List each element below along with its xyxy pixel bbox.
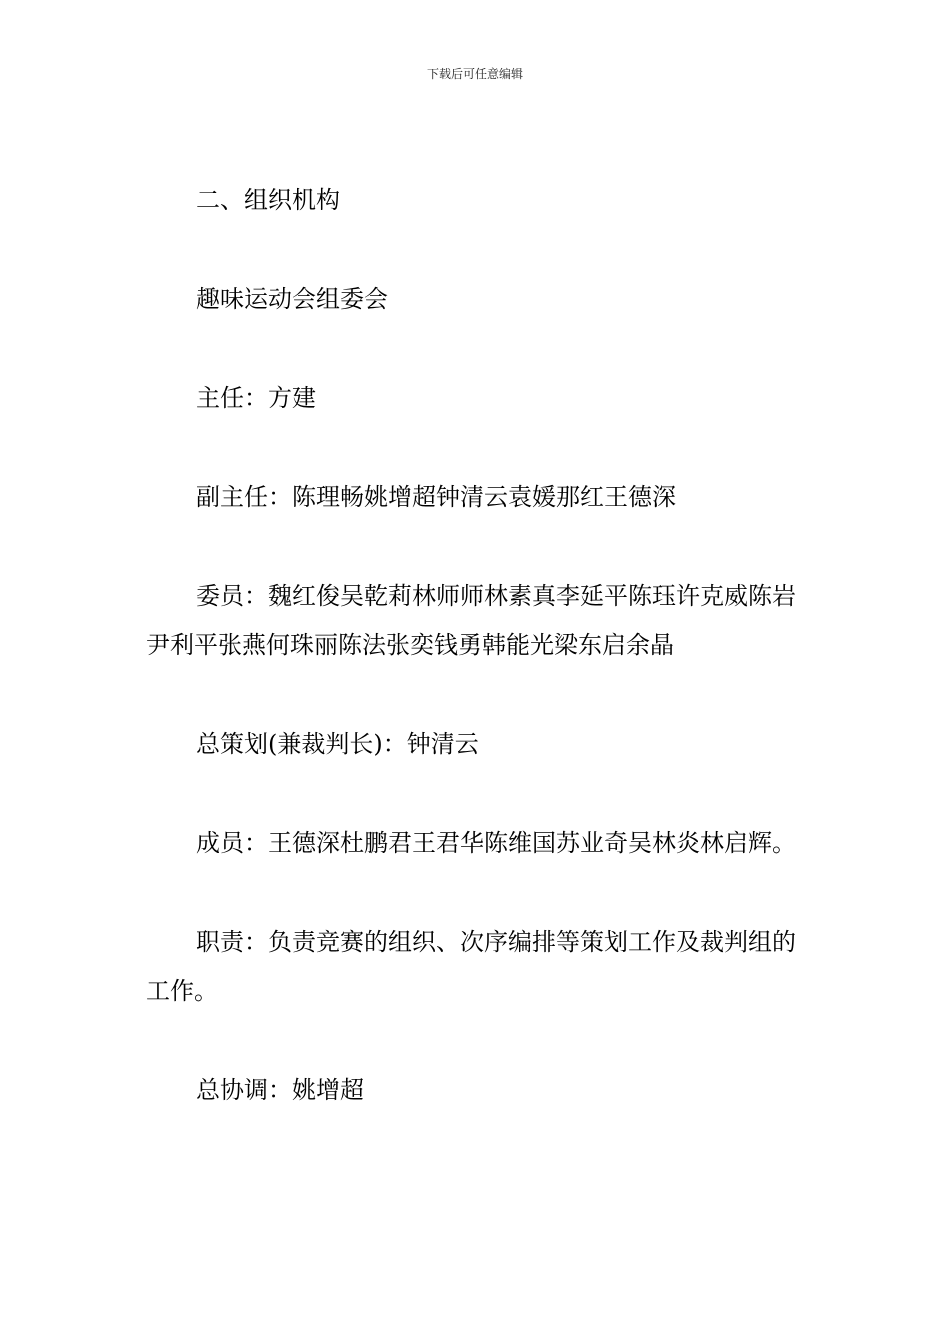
- coordinator-line: 总协调：姚增超: [196, 1076, 364, 1104]
- director-line: 主任：方建: [196, 384, 316, 412]
- page-header: [0, 66, 950, 82]
- header-text: 下载后可任意编辑: [426, 67, 523, 81]
- deputy-director-line: 副主任：陈理畅姚增超钟清云袁媛那红王德深: [196, 483, 676, 511]
- members-line: 委员：魏红俊吴乾莉林师师林素真李延平陈珏许克威陈岩尹利平张燕何珠丽陈法张奕钱勇韩能光梁东启余晶: [146, 582, 796, 659]
- duties-line: 职责：负责竞赛的组织、次序编排等策划工作及裁判组的工作。: [146, 928, 796, 1005]
- document-body: [146, 176, 810, 1115]
- section-heading: 二、组织机构: [196, 186, 340, 214]
- committee-title: 趣味运动会组委会: [196, 285, 388, 313]
- planning-members-line: 成员：王德深杜鹏君王君华陈维国苏业奇吴林炎林启辉。: [196, 829, 796, 857]
- chief-planner-line: 总策划(兼裁判长)：钟清云: [196, 730, 479, 758]
